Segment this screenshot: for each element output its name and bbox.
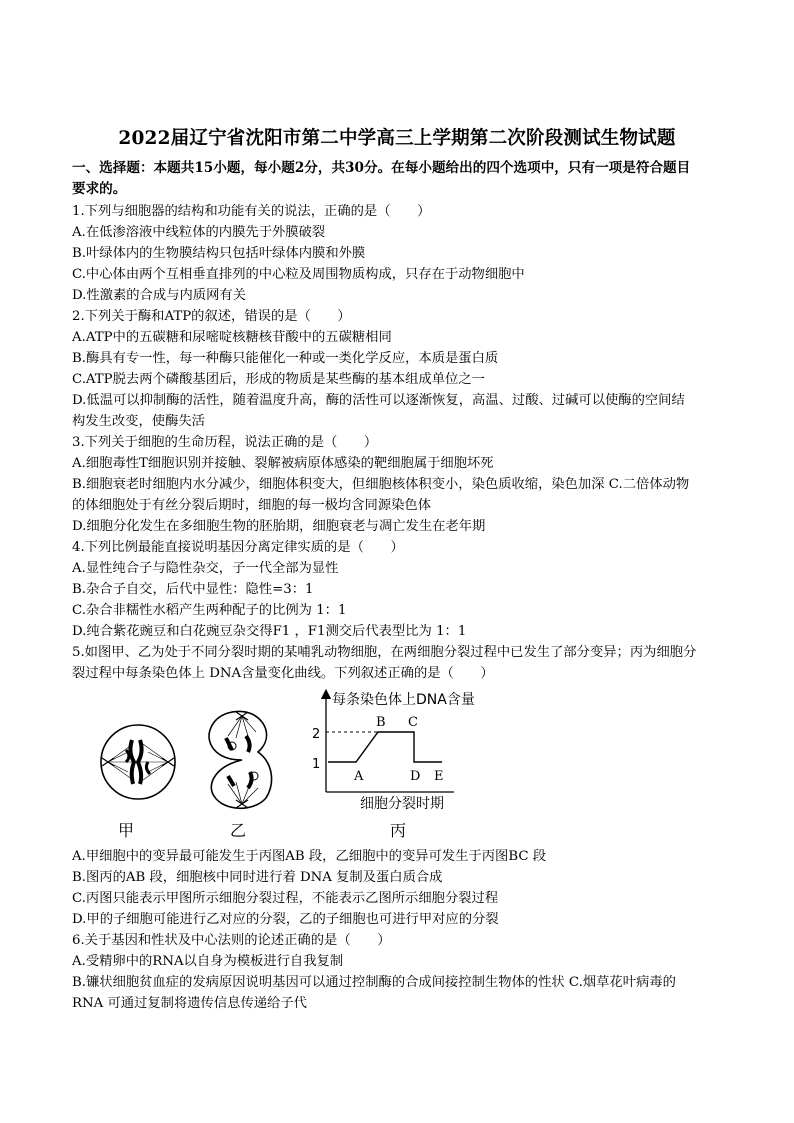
point-label-D: D xyxy=(410,769,421,784)
question-line: A.ATP中的五碳糖和尿嘧啶核糖核苷酸中的五碳糖相同 xyxy=(72,330,392,345)
question-line: C.杂合非糯性水稻产生两种配子的比例为 1：1 xyxy=(72,603,347,618)
question-line: D.低温可以抑制酶的活性，随着温度升高，酶的活性可以逐渐恢复，高温、过酸、过碱可以使酶的空间结 xyxy=(72,393,685,408)
question-line: 5.如图甲、乙为处于不同分裂时期的某哺乳动物细胞，在两细胞分裂过程中已发生了部分变异；丙为细胞分 xyxy=(72,645,697,660)
cell-jia-diagram xyxy=(88,712,192,812)
question-line: A.受精卵中的RNA以自身为模板进行自我复制 xyxy=(72,954,344,969)
question-line: 的体细胞处于有丝分裂后期时，细胞的每一极均含同源染色体 xyxy=(72,498,432,513)
point-label-E: E xyxy=(434,769,444,784)
figure-cells-and-chart xyxy=(72,688,552,848)
question-line: 6.关于基因和性状及中心法则的论述正确的是（ ） xyxy=(72,933,391,948)
exam-title: 2022届辽宁省沈阳市第二中学高三上学期第二次阶段测试生物试题 xyxy=(118,128,676,149)
question-line: D.性激素的合成与内质网有关 xyxy=(72,288,246,303)
question-line: 4.下列比例最能直接说明基因分离定律实质的是（ ） xyxy=(72,540,404,555)
cell-yi-diagram xyxy=(202,706,284,814)
question-line: C.中心体由两个互相垂直排列的中心粒及周围物质构成，只存在于动物细胞中 xyxy=(72,267,525,282)
dna-content-chart xyxy=(294,688,524,818)
y-tick-2: 2 xyxy=(312,727,321,742)
question-line: B.杂合子自交，后代中显性：隐性=3：1 xyxy=(72,582,314,597)
y-axis-label: 每条染色体上DNA含量 xyxy=(332,692,475,708)
section-heading-line2: 要求的。 xyxy=(72,181,127,197)
section-heading-line1: 一、选择题：本题共15小题，每小题2分，共30分。在每小题给出的四个选项中，只有一项是符合题目 xyxy=(72,160,691,176)
point-label-B: B xyxy=(376,715,386,730)
question-line: RNA 可通过复制将遗传信息传递给子代 xyxy=(72,996,307,1011)
question-line: C.丙图只能表示甲图所示细胞分裂过程，不能表示乙图所示细胞分裂过程 xyxy=(72,891,499,906)
point-label-A: A xyxy=(354,769,364,784)
caption-yi: 乙 xyxy=(230,821,247,840)
question-line: C.ATP脱去两个磷酸基团后，形成的物质是某些酶的基本组成单位之一 xyxy=(72,372,485,387)
question-line: B.镰状细胞贫血症的发病原因说明基因可以通过控制酶的合成间接控制生物体的性状 C.烟草花叶病毒的 xyxy=(72,975,676,990)
question-line: A.在低渗溶液中线粒体的内膜先于外膜破裂 xyxy=(72,225,326,240)
question-line: 2.下列关于酶和ATP的叙述，错误的是（ ） xyxy=(72,309,351,324)
question-line: 3.下列关于细胞的生命历程，说法正确的是（ ） xyxy=(72,435,378,450)
question-line: B.叶绿体内的生物膜结构只包括叶绿体内膜和外膜 xyxy=(72,246,366,261)
caption-jia: 甲 xyxy=(118,821,135,840)
question-line: B.酶具有专一性，每一种酶只能催化一种或一类化学反应，本质是蛋白质 xyxy=(72,351,499,366)
dna-curve xyxy=(328,732,442,762)
question-line: 1.下列与细胞器的结构和功能有关的说法，正确的是（ ） xyxy=(72,204,431,219)
question-line: B.图丙的AB 段，细胞核中同时进行着 DNA 复制及蛋白质合成 xyxy=(72,870,443,885)
question-line: D.细胞分化发生在多细胞生物的胚胎期，细胞衰老与凋亡发生在老年期 xyxy=(72,519,486,534)
question-line: A.甲细胞中的变异最可能发生于丙图AB 段，乙细胞中的变异可发生于丙图BC 段 xyxy=(72,849,547,864)
question-line: A.显性纯合子与隐性杂交，子一代全部为显性 xyxy=(72,561,339,576)
question-line: 构发生改变，使酶失活 xyxy=(72,414,205,429)
question-line: 裂过程中每条染色体上 DNA含量变化曲线。下列叙述正确的是（ ） xyxy=(72,666,494,681)
caption-bing: 丙 xyxy=(390,821,407,840)
question-line: D.纯合紫花豌豆和白花豌豆杂交得F1 ，F1测交后代表型比为 1：1 xyxy=(72,624,467,639)
question-line: B.细胞衰老时细胞内水分减少，细胞体积变大，但细胞核体积变小，染色质收缩，染色加深 C.二倍体动物 xyxy=(72,477,690,492)
x-axis-label: 细胞分裂时期 xyxy=(360,796,444,812)
point-label-C: C xyxy=(408,715,418,730)
y-tick-1: 1 xyxy=(312,757,321,772)
question-line: A.细胞毒性T细胞识别并接触、裂解被病原体感染的靶细胞属于细胞坏死 xyxy=(72,456,494,471)
question-line: D.甲的子细胞可能进行乙对应的分裂，乙的子细胞也可进行甲对应的分裂 xyxy=(72,912,499,927)
